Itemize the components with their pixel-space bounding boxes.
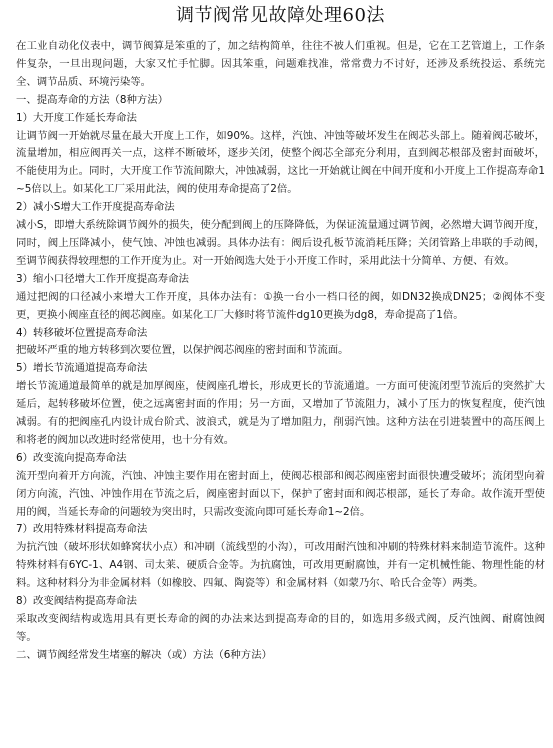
- method-heading-7: 7）改用特殊材料提高寿命法: [16, 523, 148, 536]
- method-body-2: 减小S，即增大系统除调节阀外的损失，使分配到阀上的压降降低，为保证流量通过调节阀，必然增大调节阀开度，同时，阀上压降减小，使气蚀、冲蚀也减弱。具体办法有：阀后设孔板节流消耗压降；关闭管路上串联的手动阀，至调节阀获得较理想的工作开度为止。对一开始阀选大处于小开度工作时，采用此法十分简单、方便、有效。: [16, 219, 545, 267]
- intro-paragraph: 在工业自动化仪表中，调节阀算是笨重的了，加之结构简单，往往不被人们重视。但是，它在工艺管道上，工作条件复杂，一旦出现问题，大家又忙手忙脚。因其笨重，问题难找准，常常费力不讨好，还涉及系统投运、系统完全、调节品质、环境污染等。: [16, 40, 545, 88]
- section-heading-1: 一、提高寿命的方法（8种方法）: [16, 93, 169, 106]
- method-body-3: 通过把阀的口径减小来增大工作开度，具体办法有：①换一台小一档口径的阀，如DN32换成DN25；②阀体不变更，更换小阀座直径的阀芯阀座。如某化工厂大修时将节流件dg10更换为dg8，寿命提高了1倍。: [16, 290, 545, 321]
- method-body-8: 采取改变阀结构或选用具有更长寿命的阀的办法来达到提高寿命的目的，如选用多级式阀，反汽蚀阀、耐腐蚀阀等。: [16, 613, 545, 643]
- method-heading-1: 1）大开度工作延长寿命法: [16, 111, 137, 124]
- method-heading-4: 4）转移破坏位置提高寿命法: [16, 326, 148, 339]
- page-title: 调节阀常见故障处理60法: [176, 5, 385, 26]
- method-body-7: 为抗汽蚀（破坏形状如蜂窝状小点）和冲刷（流线型的小沟），可改用耐汽蚀和冲刷的特殊材料来制造节流件。这种特殊材料有6YC-1、A4钢、司太莱、硬质合金等。为抗腐蚀，可改用更耐腐蚀，并有一定机械性能、物理性能的材料。这种材料分为非金属材料（如橡胶、四氟、陶瓷等）和金属材料（如蒙乃尔、哈氏合金等）两类。: [16, 541, 545, 590]
- method-heading-8: 8）改变阀结构提高寿命法: [16, 595, 137, 608]
- section-heading-2: 二、调节阀经常发生堵塞的解决（或）方法（6种方法）: [16, 648, 272, 661]
- method-heading-6: 6）改变流向提高寿命法: [16, 451, 127, 464]
- method-body-4: 把破坏严重的地方转移到次要位置，以保护阀芯阀座的密封面和节流面。: [16, 344, 349, 357]
- method-body-5: 增长节流通道最简单的就是加厚阀座，使阀座孔增长，形成更长的节流通道。一方面可使流闭型节流后的突然扩大延后，起转移破坏位置，使之远离密封面的作用；另一方面，又增加了节流阻力，减小了压力的恢复程度，使汽蚀减弱。有的把阀座孔内设计成台阶式、波浪式，就是为了增加阻力，削弱汽蚀。这种方法在引进装置中的高压阀上和将老的阀加以改进时经常使用，也十分有效。: [16, 380, 545, 446]
- method-body-6: 流开型向着开方向流，汽蚀、冲蚀主要作用在密封面上，使阀芯根部和阀芯阀座密封面很快遭受破坏；流闭型向着闭方向流，汽蚀、冲蚀作用在节流之后，阀座密封面以下，保护了密封面和阀芯根部，延长了寿命。故作流开型使用的阀，当延长寿命的问题较为突出时，只需改变流向即可延长寿命1~2倍。: [16, 469, 545, 518]
- method-heading-5: 5）增长节流通道提高寿命法: [16, 362, 148, 375]
- method-heading-3: 3）缩小口径增大工作开度提高寿命法: [16, 272, 189, 285]
- method-body-1: 让调节阀一开始就尽量在最大开度上工作，如90%。这样，汽蚀、冲蚀等破坏发生在阀芯头部上。随着阀芯破坏，流量增加，相应阀再关一点，这样不断破坏，逐步关闭，使整个阀芯全部充分利用，直到阀芯根部及密封面破坏，不能使用为止。同时，大开度工作节流间隙大，冲蚀减弱，这比一开始就让阀在中间开度和小开度上工作提高寿命1~5倍以上。如某化工厂采用此法，阀的使用寿命提高了2倍。: [16, 129, 545, 196]
- method-heading-2: 2）减小S增大工作开度提高寿命法: [16, 201, 175, 214]
